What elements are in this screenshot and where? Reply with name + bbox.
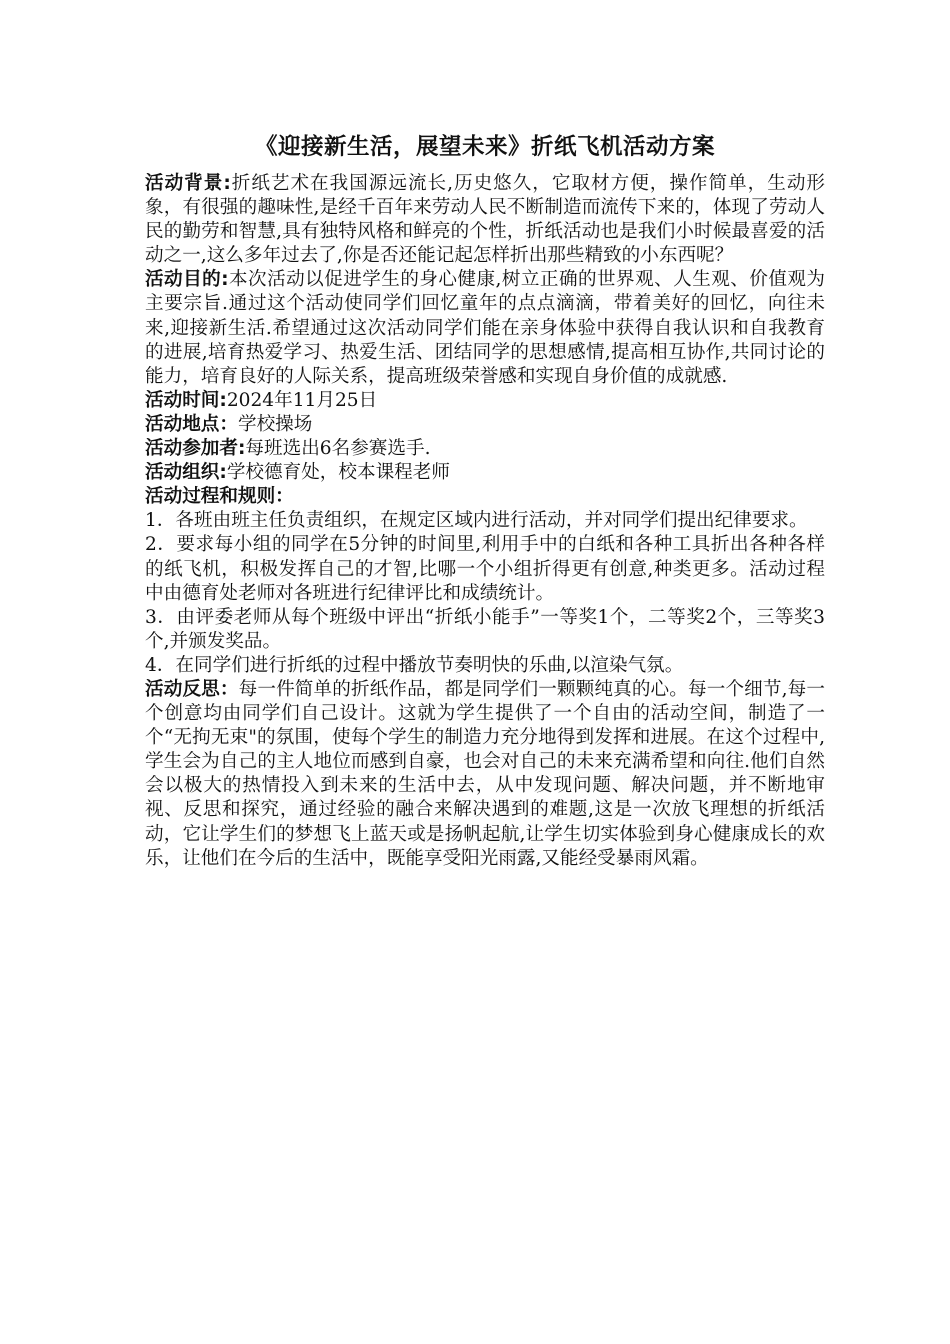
section-label: 活动时间: (145, 389, 227, 411)
section-label: 活动组织: (145, 462, 227, 484)
section-organizer (145, 461, 825, 485)
rule-item: 3．由评委老师从每个班级中评出“折纸小能手”一等奖1个，二等奖2个，三等奖3个,并颁发奖品。 (145, 606, 825, 652)
section-label: 活动反思： (145, 678, 239, 700)
rule-item: 4．在同学们进行折纸的过程中播放节奏明快的乐曲,以渲染气氛。 (145, 654, 684, 676)
section-background (145, 172, 825, 268)
section-text: 本次活动以促进学生的身心健康,树立正确的世界观、人生观、价值观为主要宗旨.通过这个活动使同学们回忆童年的点点滴滴，带着美好的回忆，向往未来,迎接新生活.希望通过这次活动同学们能在亲身体验中获得自我认识和自我教育的进展,培育热爱学习、热爱生活、团结同学的思想感情,提高相互协作,共同讨论的能力，培育良好的人际关系，提高班级荣誉感和实现自身价值的成就感. (145, 269, 825, 387)
section-purpose (145, 268, 825, 388)
document-title: 《迎接新生活，展望未来》折纸飞机活动方案 (254, 134, 715, 160)
section-text: 每班选出6名参赛选手. (245, 438, 431, 460)
section-label: 活动参加者: (145, 438, 246, 460)
section-text: 折纸艺术在我国源远流长,历史悠久，它取材方便，操作简单，生动形象，有很强的趣味性,是经千百年来劳动人民不断制造而流传下来的，体现了劳动人民的勤劳和智慧,具有独特风格和鲜亮的个性，折纸活动也是我们小时候最喜爱的活动之一,这么多年过去了,你是否还能记起怎样折出那些精致的小东西呢？ (145, 173, 825, 267)
section-rules-heading (145, 485, 825, 509)
section-label: 活动地点： (145, 413, 238, 435)
rule-item: 2．要求每小组的同学在5分钟的时间里,利用手中的白纸和各种工具折出各种各样的纸飞机，积极发挥自己的才智,比哪一个小组折得更有创意,种类更多。活动过程中由德育处老师对各班进行纪律评比和成绩统计。 (145, 534, 825, 604)
section-time (145, 389, 825, 413)
rule-item: 1．各班由班主任负责组织，在规定区域内进行活动，并对同学们提出纪律要求。 (145, 510, 808, 532)
section-text: 每一件简单的折纸作品，都是同学们一颗颗纯真的心。每一个细节,每一个创意均由同学们自己设计。这就为学生提供了一个自由的活动空间，制造了一个“无拘无束"的氛围，使每个学生的制造力充分地得到发挥和进展。在这个过程中,学生会为自己的主人地位而感到自豪，也会对自己的未来充满希望和向往.他们自然会以极大的热情投入到未来的生活中去，从中发现问题、解决问题，并不断地审视、反思和探究，通过经验的融合来解决遇到的难题,这是一次放飞理想的折纸活动，它让学生们的梦想飞上蓝天或是扬帆起航,让学生切实体验到身心健康成长的欢乐，让他们在今后的生活中，既能享受阳光雨露,又能经受暴雨风霜。 (145, 678, 825, 869)
section-label: 活动背景: (145, 173, 231, 194)
section-reflection (145, 678, 825, 871)
section-participants (145, 437, 825, 461)
section-text: 学校德育处，校本课程老师 (226, 462, 450, 484)
section-label: 活动过程和规则： (145, 486, 294, 508)
section-text: 2024年11月25日 (226, 389, 378, 411)
section-location (145, 413, 825, 437)
section-label: 活动目的: (145, 269, 229, 291)
section-text: 学校操场 (237, 413, 313, 435)
document-page (145, 130, 825, 871)
